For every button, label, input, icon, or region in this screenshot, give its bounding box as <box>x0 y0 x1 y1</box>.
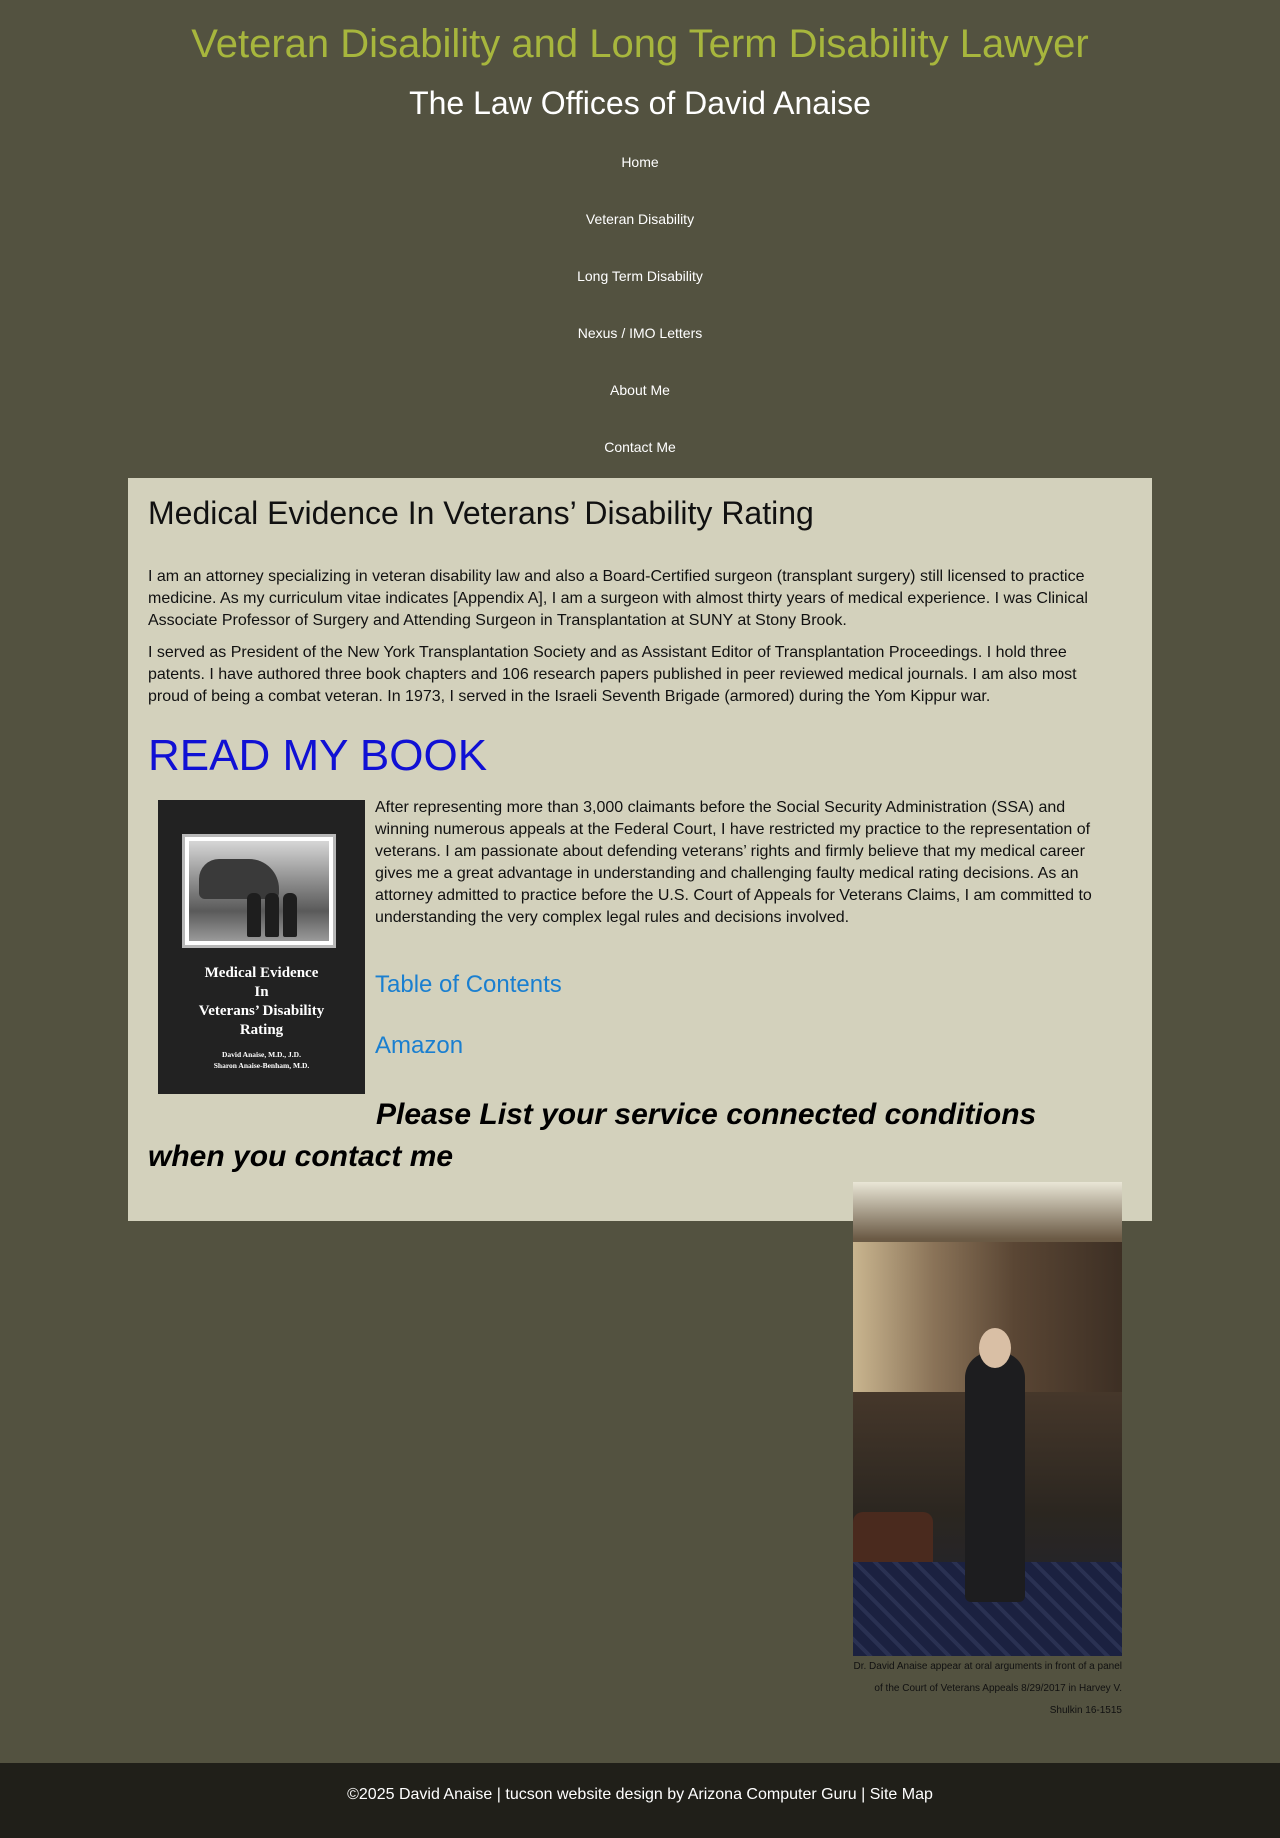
nav-link-veteran-disability[interactable]: Veteran Disability <box>585 211 695 227</box>
nav-link-contact-me[interactable]: Contact Me <box>604 439 676 455</box>
designer-link[interactable]: Arizona Computer Guru <box>687 1786 857 1803</box>
site-title: Veteran Disability and Long Term Disability Lawyer <box>191 22 1089 66</box>
book-cover-image[interactable] <box>158 800 365 1094</box>
read-my-book-link[interactable]: READ MY BOOK <box>148 731 488 780</box>
nav-item-about-me <box>0 368 1280 425</box>
book-title-line: Veterans’ Disability <box>198 1003 325 1019</box>
amazon-link[interactable]: Amazon <box>375 1032 464 1059</box>
nav-item-nexus-imo-letters <box>0 311 1280 368</box>
attorney-portrait-photo <box>853 1182 1122 1656</box>
book-cover-photo <box>189 841 329 941</box>
soldier-shape <box>265 893 279 937</box>
site-subtitle: The Law Offices of David Anaise <box>409 85 871 121</box>
main-nav <box>0 140 1280 482</box>
book-title-line: Rating <box>239 1022 284 1038</box>
attorney-head <box>979 1328 1011 1368</box>
footer-separator: | <box>861 1786 866 1803</box>
nav-item-contact-me <box>0 425 1280 482</box>
nav-item-home <box>0 140 1280 197</box>
book-title-line: In <box>254 984 269 1000</box>
footer-copyright: ©2025 David Anaise | tucson website design by <box>347 1786 685 1803</box>
nav-link-long-term-disability[interactable]: Long Term Disability <box>577 268 703 284</box>
soldier-shape <box>247 893 261 937</box>
practice-paragraph: After representing more than 3,000 claimants before the Social Security Administration (SSA) and winning numerous appeals at the Federal Court, I have restricted my practice to the representation of veterans. I am passionate about defending veterans’ rights and firmly believe that my medical career gives me a great advantage in understanding and challenging faulty medical rating decisions. As an attorney admitted to practice before the U.S. Court of Appeals for Veterans Claims, I am committed to understanding the very complex legal rules and decisions involved. <box>375 799 1092 926</box>
nav-link-about-me[interactable]: About Me <box>610 382 670 398</box>
book-author: Sharon Anaise-Benham, M.D. <box>213 1061 310 1070</box>
portrait-caption: Dr. David Anaise appear at oral arguments in front of a panel of the Court of Veterans Appeals 8/29/2017 in Harvey V. Shulkin 16-1515 <box>853 1661 1122 1716</box>
footer-text <box>0 1783 1280 1807</box>
book-cover-authors <box>158 1049 365 1071</box>
book-cover-title <box>158 964 365 1040</box>
sitemap-link[interactable]: Site Map <box>869 1786 933 1803</box>
nav-item-long-term-disability <box>0 254 1280 311</box>
background-paragraph: I served as President of the New York Transplantation Society and as Assistant Editor of Transplantation Proceedings. I hold three patents. I have authored three book chapters and 106 research papers published in peer reviewed medical journals. I am also most proud of being a combat veteran. In 1973, I served in the Israeli Seventh Brigade (armored) during the Yom Kippur war. <box>148 644 1077 705</box>
table-of-contents-link[interactable]: Table of Contents <box>375 971 562 998</box>
nav-link-nexus-imo-letters[interactable]: Nexus / IMO Letters <box>577 325 703 341</box>
contact-note: Please List your service connected conditions when you contact me <box>148 1098 1037 1173</box>
soldier-shape <box>283 893 297 937</box>
book-author: David Anaise, M.D., J.D. <box>222 1050 301 1059</box>
book-title-line: Medical Evidence <box>204 965 319 981</box>
attorney-figure <box>965 1352 1025 1602</box>
page-title: Medical Evidence In Veterans’ Disability Rating <box>148 495 814 531</box>
book-cover-photo-frame <box>182 834 336 948</box>
nav-link-home[interactable]: Home <box>621 154 659 170</box>
nav-item-veteran-disability <box>0 197 1280 254</box>
intro-paragraph: I am an attorney specializing in veteran disability law and also a Board-Certified surgeon (transplant surgery) still licensed to practice medicine. As my curriculum vitae indicates [Appendix A], I am a surgeon with almost thirty years of medical experience. I was Clinical Associate Professor of Surgery and Attending Surgeon in Transplantation at SUNY at Stony Brook. <box>148 568 1088 629</box>
